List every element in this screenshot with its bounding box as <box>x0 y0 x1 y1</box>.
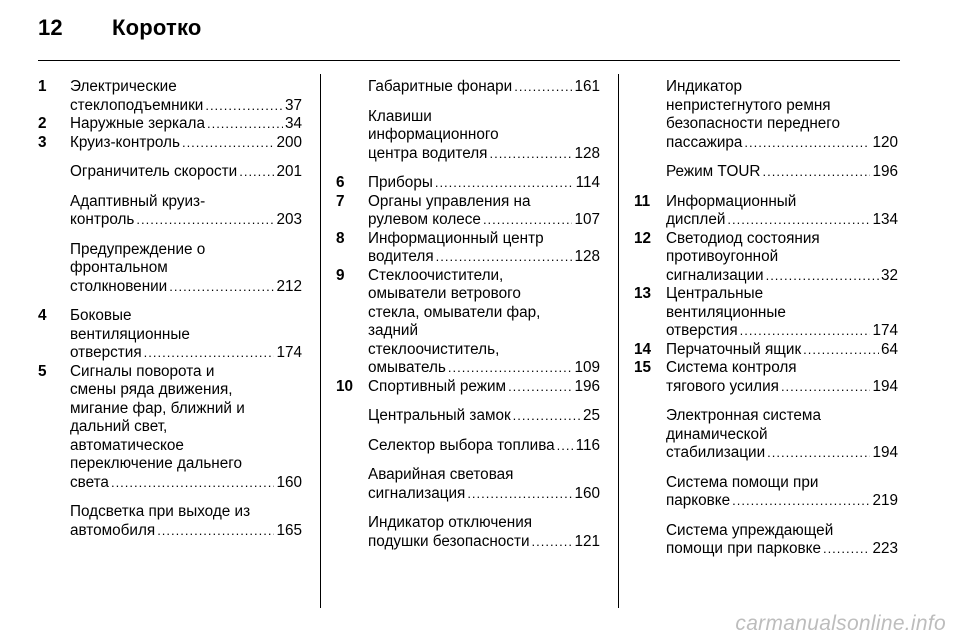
index-column-1 <box>38 78 302 540</box>
index-entry <box>38 363 302 493</box>
entry-text: смены ряда движения, <box>70 381 233 398</box>
entry-text: омыватель <box>368 359 446 376</box>
entry-text: света <box>70 473 109 491</box>
entry-text: Индикатор отключения <box>368 514 533 531</box>
dot-leader <box>239 163 274 182</box>
entry-text: тягового усилия <box>666 377 779 395</box>
entry-number: 14 <box>634 340 652 358</box>
entry-page-number: 200 <box>276 133 302 151</box>
index-entry <box>336 378 600 397</box>
entry-number: 5 <box>38 362 47 380</box>
entry-text: стеклоподъемники <box>70 96 204 114</box>
dot-leader <box>157 522 274 541</box>
entry-text: Центральные <box>666 285 764 302</box>
entry-page-number: 160 <box>276 473 302 491</box>
dot-leader <box>111 474 275 493</box>
dot-leader <box>803 341 879 360</box>
index-entry <box>38 134 302 153</box>
dot-leader <box>823 540 871 559</box>
dot-leader <box>483 211 573 230</box>
index-entry <box>634 78 898 152</box>
dot-leader <box>489 145 572 164</box>
entry-text: дальний свет, <box>70 418 168 435</box>
entry-page-number: 223 <box>872 540 898 557</box>
dot-leader <box>514 78 572 97</box>
entry-text: подушки безопасности <box>368 532 530 550</box>
entry-number: 15 <box>634 359 652 376</box>
entry-page-number: 121 <box>574 532 600 550</box>
index-entry <box>634 359 898 396</box>
entry-page-number: 25 <box>582 407 600 424</box>
dot-leader <box>448 359 573 378</box>
entry-page-number: 109 <box>574 359 600 376</box>
entry-page-number: 32 <box>880 266 898 284</box>
entry-text: информационного <box>368 126 499 143</box>
dot-leader <box>508 378 572 397</box>
entry-page-number: 165 <box>276 521 302 539</box>
entry-text: Режим TOUR <box>666 163 761 180</box>
entry-number: 1 <box>38 78 47 95</box>
entry-number: 13 <box>634 285 652 302</box>
dot-leader <box>136 211 274 230</box>
entry-text: центра водителя <box>368 144 488 162</box>
dot-leader <box>740 322 871 341</box>
index-entry <box>38 163 302 182</box>
entry-text: фронтальном <box>70 259 168 276</box>
entry-page-number: 128 <box>574 144 600 162</box>
dot-leader <box>467 485 572 504</box>
entry-page-number: 219 <box>872 492 898 509</box>
entry-text: Сигналы поворота и <box>70 362 215 380</box>
index-entry <box>336 78 600 97</box>
entry-text: вентиляционные <box>666 303 786 321</box>
dot-leader <box>781 378 871 397</box>
entry-page-number: 194 <box>872 444 898 461</box>
entry-text: омыватели ветрового <box>368 285 521 302</box>
entry-text: Стеклоочистители, <box>368 266 504 284</box>
entry-text: Ограничитель скорости <box>70 163 238 180</box>
entry-text: переключение дальнего <box>70 455 242 472</box>
index-entry <box>634 522 898 559</box>
entry-text: автоматическое <box>70 436 184 454</box>
entry-number: 9 <box>336 266 345 284</box>
index-entry <box>38 241 302 297</box>
header-rule <box>38 60 900 61</box>
entry-text: Светодиод состояния <box>666 229 820 247</box>
dot-leader <box>207 115 283 134</box>
entry-text: вентиляционные <box>70 325 190 343</box>
index-entry <box>38 193 302 230</box>
dot-leader <box>435 174 574 193</box>
dot-leader <box>205 97 283 116</box>
entry-number: 12 <box>634 229 652 247</box>
entry-text: Центральный замок <box>368 407 511 424</box>
entry-page-number: 128 <box>574 248 600 265</box>
entry-number: 10 <box>336 377 354 395</box>
entry-text: противоугонной <box>666 248 779 265</box>
entry-page-number: 134 <box>872 211 898 228</box>
entry-number: 6 <box>336 174 345 191</box>
entry-number: 2 <box>38 115 47 132</box>
entry-text: непристегнутого ремня <box>666 96 831 114</box>
entry-text: безопасности переднего <box>666 115 841 132</box>
entry-text: пассажира <box>666 133 743 151</box>
entry-page-number: 201 <box>276 163 302 180</box>
entry-number: 4 <box>38 307 47 324</box>
index-entry <box>634 474 898 511</box>
entry-text: столкновении <box>70 277 168 295</box>
entry-page-number: 194 <box>872 377 898 395</box>
entry-text: Круиз-контроль <box>70 133 180 151</box>
entry-page-number: 174 <box>276 344 302 361</box>
entry-text: дисплей <box>666 211 726 228</box>
dot-leader <box>436 248 573 267</box>
entry-text: помощи при парковке <box>666 540 821 557</box>
entry-text: автомобиля <box>70 521 156 539</box>
entry-text: Система помощи при <box>666 473 819 491</box>
entry-page-number: 34 <box>284 115 302 132</box>
index-entry <box>634 407 898 463</box>
index-entry <box>38 78 302 115</box>
dot-leader <box>557 437 574 456</box>
entry-number: 3 <box>38 133 47 151</box>
entry-text: Спортивный режим <box>368 377 507 395</box>
entry-page-number: 120 <box>872 133 898 151</box>
index-entry <box>336 174 600 193</box>
dot-leader <box>744 134 870 153</box>
index-entry <box>336 108 600 164</box>
index-entry <box>634 163 898 182</box>
entry-text: Предупреждение о <box>70 240 206 258</box>
dot-leader <box>169 278 274 297</box>
entry-text: задний <box>368 322 418 339</box>
entry-page-number: 160 <box>574 484 600 502</box>
entry-text: водителя <box>368 248 434 265</box>
index-entry <box>336 193 600 230</box>
dot-leader <box>732 492 870 511</box>
entry-number: 8 <box>336 229 345 247</box>
dot-leader <box>182 134 275 153</box>
index-entry <box>634 285 898 341</box>
entry-text: отверстия <box>666 322 738 339</box>
column-divider <box>320 74 321 608</box>
entry-text: сигнализация <box>368 484 466 502</box>
entry-text: Габаритные фонари <box>368 78 513 95</box>
entry-page-number: 107 <box>574 211 600 228</box>
entry-text: Индикатор <box>666 78 742 95</box>
entry-text: отверстия <box>70 344 142 361</box>
entry-page-number: 64 <box>880 340 898 358</box>
dot-leader <box>766 267 879 286</box>
entry-text: стекла, омыватели фар, <box>368 303 541 321</box>
dot-leader <box>532 533 573 552</box>
entry-number: 11 <box>634 192 651 210</box>
entry-text: Клавиши <box>368 107 432 125</box>
entry-text: Подсветка при выходе из <box>70 503 251 520</box>
dot-leader <box>767 444 870 463</box>
entry-page-number: 212 <box>276 277 302 295</box>
entry-text: Боковые <box>70 307 132 324</box>
entry-text: Адаптивный круиз- <box>70 192 206 210</box>
index-entry <box>336 407 600 426</box>
entry-text: контроль <box>70 211 135 228</box>
dot-leader <box>762 163 870 182</box>
index-entry <box>336 437 600 456</box>
entry-page-number: 116 <box>575 436 600 454</box>
dot-leader <box>727 211 870 230</box>
entry-page-number: 196 <box>872 163 898 180</box>
entry-text: Система контроля <box>666 359 797 376</box>
entry-text: Информационный <box>666 192 797 210</box>
index-column-3 <box>634 78 898 559</box>
entry-page-number: 196 <box>574 377 600 395</box>
watermark: carmanualsonline.info <box>735 612 946 635</box>
entry-text: Система упреждающей <box>666 521 834 539</box>
entry-text: Селектор выбора топлива <box>368 436 555 454</box>
entry-text: стеклоочиститель, <box>368 340 500 358</box>
index-entry <box>336 230 600 267</box>
column-divider <box>618 74 619 608</box>
entry-text: Аварийная световая <box>368 466 514 483</box>
entry-page-number: 114 <box>575 174 600 191</box>
entry-text: мигание фар, ближний и <box>70 399 245 417</box>
index-entry <box>336 466 600 503</box>
entry-text: Электронная система <box>666 407 821 424</box>
index-entry <box>38 307 302 363</box>
index-entry <box>336 267 600 378</box>
entry-text: Органы управления на <box>368 192 531 210</box>
index-entry <box>634 193 898 230</box>
index-entry <box>634 341 898 360</box>
index-entry <box>634 230 898 286</box>
dot-leader <box>513 407 581 426</box>
entry-text: динамической <box>666 425 768 443</box>
entry-number: 7 <box>336 192 345 210</box>
index-entry <box>38 115 302 134</box>
page-number: 12 <box>38 15 63 40</box>
entry-text: Электрические <box>70 78 177 95</box>
entry-text: Перчаточный ящик <box>666 340 802 358</box>
entry-text: Приборы <box>368 174 433 191</box>
entry-text: рулевом колесе <box>368 211 481 228</box>
index-column-2 <box>336 78 600 551</box>
entry-text: стабилизации <box>666 444 766 461</box>
entry-page-number: 37 <box>284 96 302 114</box>
dot-leader <box>144 344 275 363</box>
index-entry <box>336 514 600 551</box>
entry-page-number: 161 <box>574 78 600 95</box>
entry-text: парковке <box>666 492 731 509</box>
entry-text: сигнализации <box>666 266 764 284</box>
index-entry <box>38 503 302 540</box>
page-title: Коротко <box>112 15 202 40</box>
entry-page-number: 203 <box>276 211 302 228</box>
entry-page-number: 174 <box>872 322 898 339</box>
entry-text: Наружные зеркала <box>70 115 205 132</box>
entry-text: Информационный центр <box>368 229 544 247</box>
